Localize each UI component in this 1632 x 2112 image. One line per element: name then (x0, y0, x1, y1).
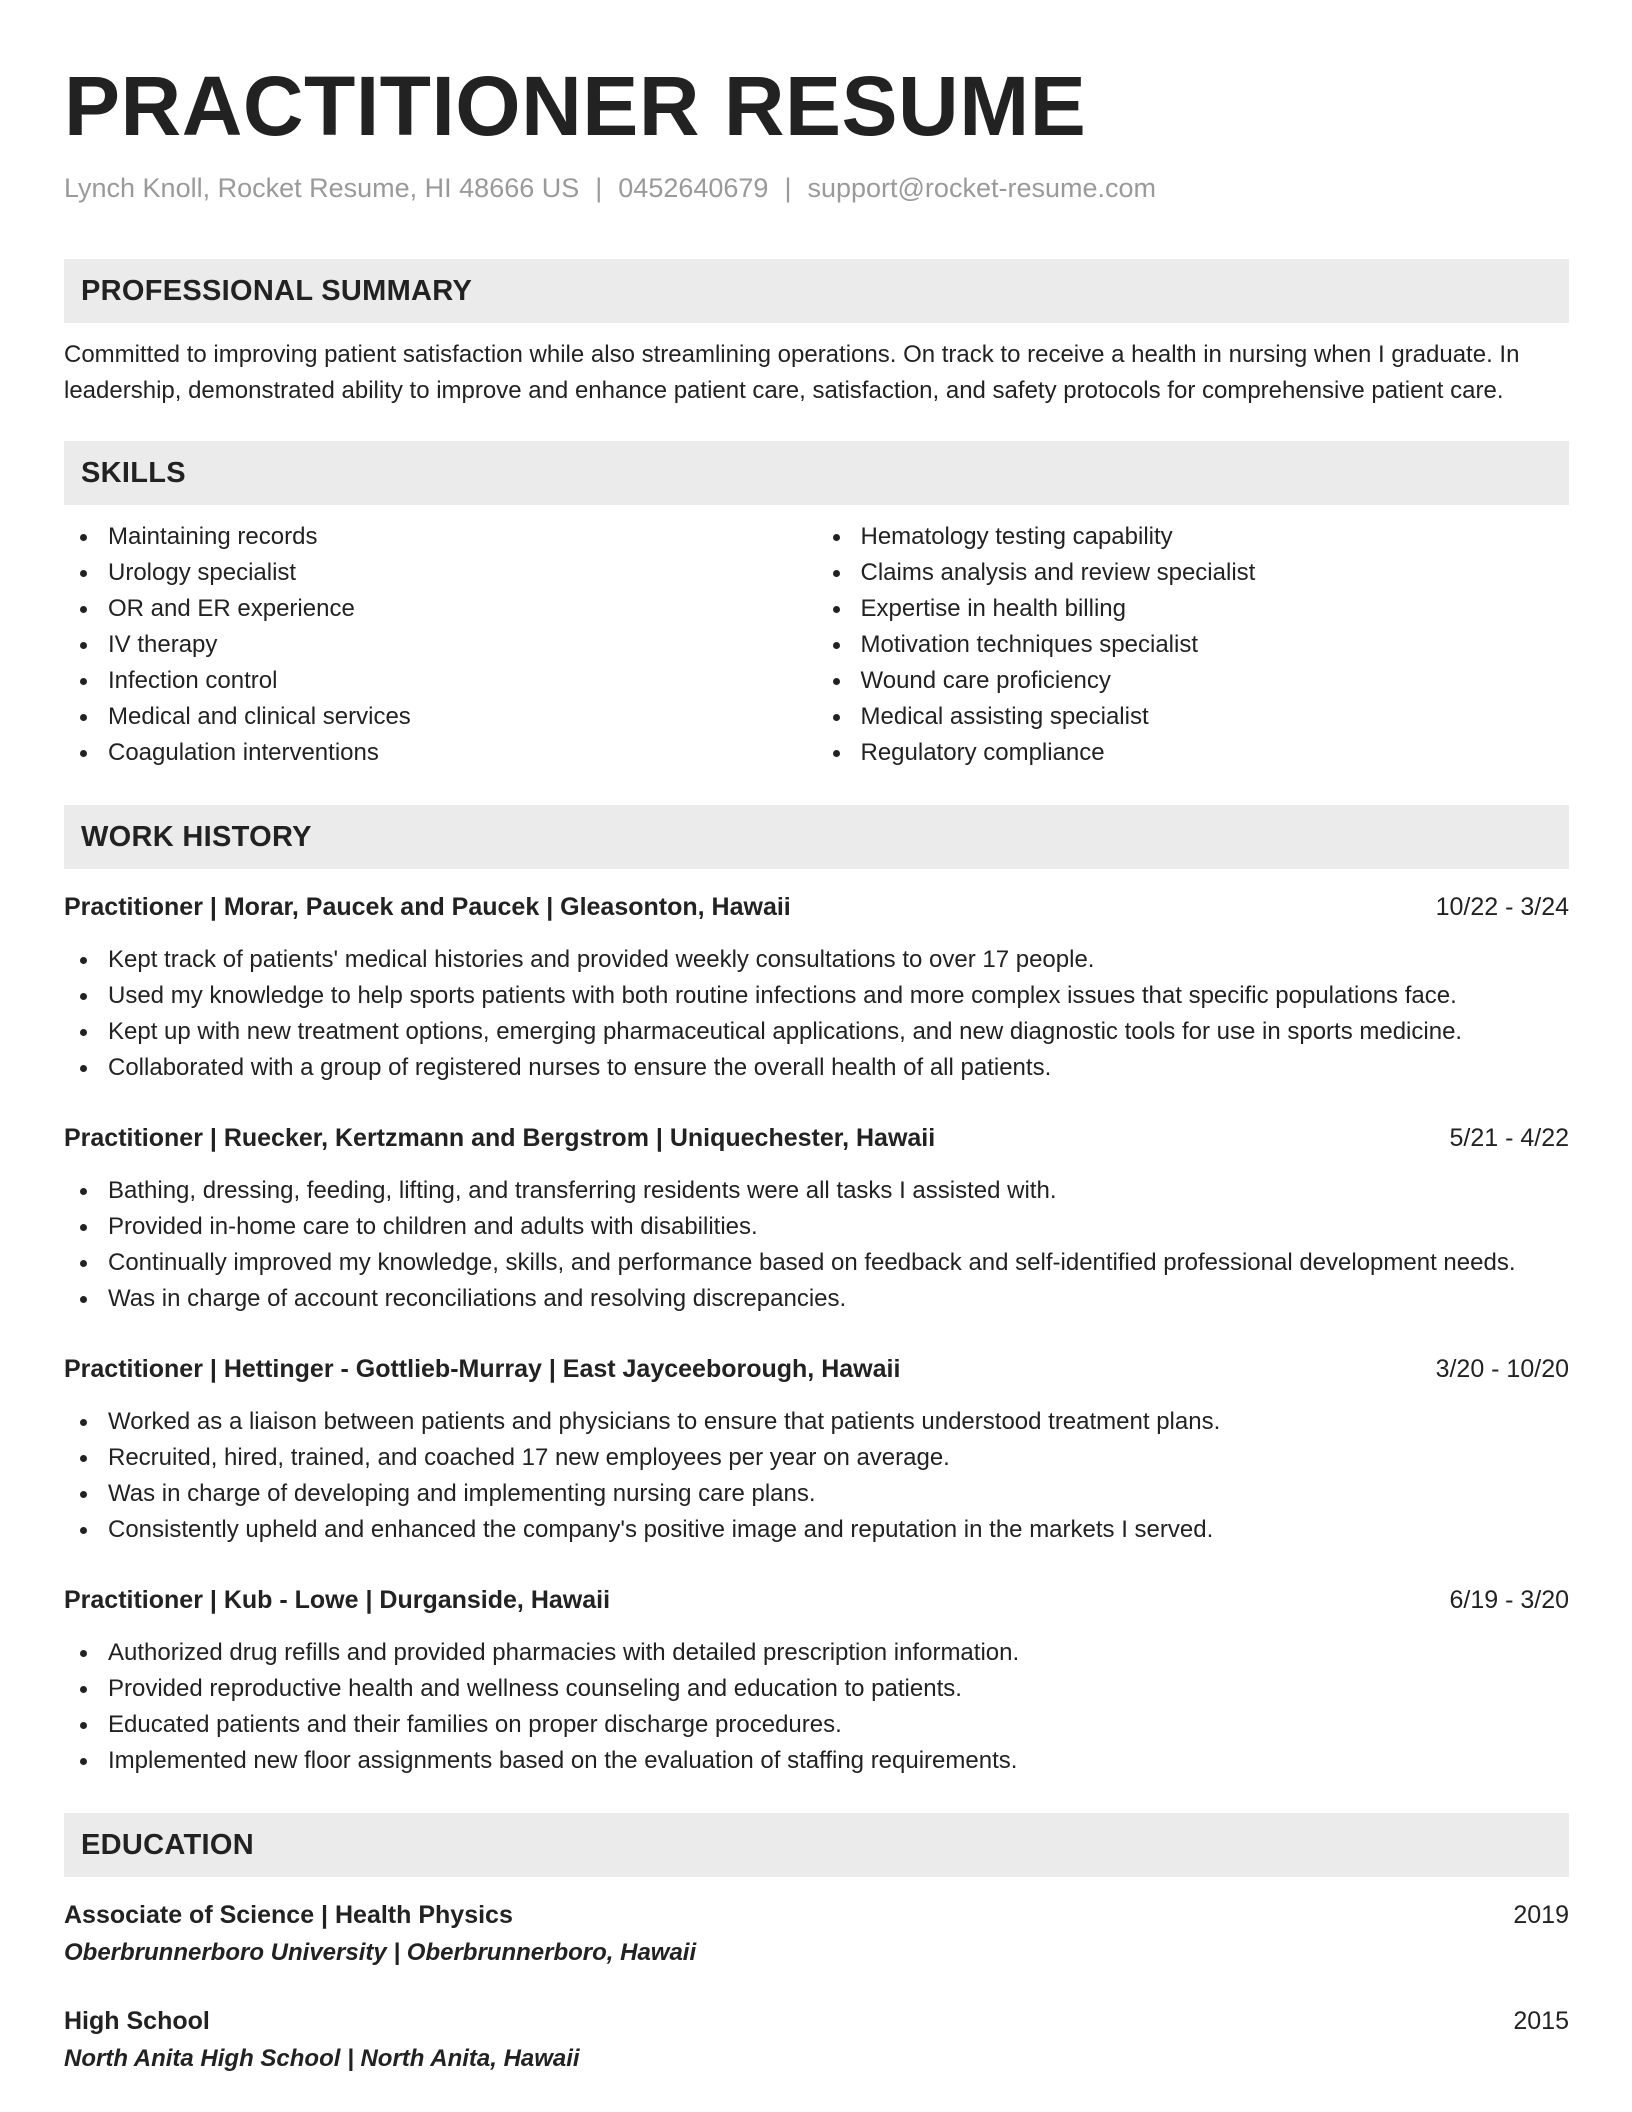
bullet-dot (80, 1491, 87, 1498)
bullet-dot (80, 714, 87, 721)
bullet-dot (80, 1029, 87, 1036)
bullet-dot (80, 1758, 87, 1765)
skill-item (64, 591, 817, 627)
job-bullet-text: Provided reproductive health and wellness counseling and education to patients. (108, 1675, 962, 1702)
section-header-skills (64, 441, 1569, 505)
job-dates: 3/20 - 10/20 (1435, 1355, 1569, 1383)
education-year: 2015 (1513, 2007, 1569, 2035)
job-bullet-text: Kept track of patients' medical histories and provided weekly consultations to over 17 people. (108, 946, 1095, 973)
bullet-dot (833, 534, 840, 541)
skill-item (817, 627, 1570, 663)
job-entry (64, 1351, 1569, 1548)
contact-line (64, 170, 1569, 206)
job-bullet (64, 1671, 1569, 1707)
job-title: Practitioner | Hettinger - Gottlieb-Murray | East Jayceeborough, Hawaii (64, 1355, 901, 1383)
skill-text: Motivation techniques specialist (860, 631, 1199, 658)
job-bullet (64, 1404, 1569, 1440)
job-title: Practitioner | Ruecker, Kertzmann and Bergstrom | Uniquechester, Hawaii (64, 1124, 936, 1152)
job-bullet-text: Worked as a liaison between patients and physicians to ensure that patients understood treatment plans. (108, 1408, 1221, 1435)
job-bullet-text: Provided in-home care to children and adults with disabilities. (108, 1213, 758, 1240)
skill-item (817, 555, 1570, 591)
skills-column-right (817, 519, 1570, 771)
job-bullet-text: Consistently upheld and enhanced the company's positive image and reputation in the markets I served. (108, 1516, 1214, 1543)
job-bullet-text: Kept up with new treatment options, emerging pharmaceutical applications, and new diagnostic tools for use in sports medicine. (108, 1018, 1463, 1045)
section-header-education (64, 1813, 1569, 1877)
job-bullet-text: Educated patients and their families on proper discharge procedures. (108, 1711, 842, 1738)
education-header (64, 2003, 1569, 2039)
skill-text: Medical and clinical services (108, 703, 411, 730)
education-degree: Associate of Science | Health Physics (64, 1901, 513, 1929)
job-entry (64, 1582, 1569, 1779)
job-bullet (64, 1512, 1569, 1548)
job-bullet-text: Used my knowledge to help sports patients with both routine infections and more complex issues that specific populations face. (108, 982, 1457, 1009)
skill-item (817, 591, 1570, 627)
job-title: Practitioner | Morar, Paucek and Paucek | Gleasonton, Hawaii (64, 893, 791, 921)
skill-text: IV therapy (108, 631, 218, 658)
bullet-dot (80, 1650, 87, 1657)
skill-item (64, 735, 817, 771)
job-title: Practitioner | Kub - Lowe | Durganside, Hawaii (64, 1586, 611, 1614)
education-header (64, 1897, 1569, 1933)
skill-text: Infection control (108, 667, 278, 694)
bullet-dot (80, 1260, 87, 1267)
contact-phone: 0452640679 (618, 173, 769, 203)
skill-item (64, 519, 817, 555)
bullet-dot (80, 1296, 87, 1303)
section-header-work-history (64, 805, 1569, 869)
skill-text: Wound care proficiency (860, 667, 1111, 694)
job-dates: 5/21 - 4/22 (1449, 1124, 1569, 1152)
bullet-dot (80, 750, 87, 757)
education-school: North Anita High School | North Anita, Hawaii (64, 2045, 580, 2072)
job-header (64, 889, 1569, 925)
bullet-dot (833, 678, 840, 685)
bullet-dot (80, 570, 87, 577)
contact-email: support@rocket-resume.com (807, 173, 1156, 203)
skill-item (817, 735, 1570, 771)
bullet-dot (833, 606, 840, 613)
bullet-dot (833, 750, 840, 757)
job-bullet (64, 1743, 1569, 1779)
section-title: SKILLS (81, 456, 186, 489)
job-bullets (64, 1635, 1569, 1779)
job-bullet (64, 978, 1569, 1014)
resume-title: PRACTITIONER RESUME (64, 59, 1087, 153)
job-header (64, 1120, 1569, 1156)
contact-separator: | (784, 173, 792, 203)
skill-text: Claims analysis and review specialist (860, 559, 1256, 586)
bullet-dot (833, 714, 840, 721)
bullet-dot (80, 957, 87, 964)
job-entry (64, 1120, 1569, 1317)
contact-address: Lynch Knoll, Rocket Resume, HI 48666 US (64, 173, 580, 203)
skill-item (64, 555, 817, 591)
section-title: PROFESSIONAL SUMMARY (81, 274, 473, 307)
job-bullet (64, 1707, 1569, 1743)
skill-item (817, 699, 1570, 735)
skill-item (817, 519, 1570, 555)
education-entry (64, 2003, 1569, 2077)
skill-text: Medical assisting specialist (860, 703, 1149, 730)
education-year: 2019 (1513, 1901, 1569, 1929)
job-bullet-text: Was in charge of developing and implementing nursing care plans. (108, 1480, 816, 1507)
job-bullets (64, 942, 1569, 1086)
job-bullet (64, 942, 1569, 978)
skill-text: Maintaining records (108, 523, 318, 550)
skill-item (64, 627, 817, 663)
bullet-dot (80, 1722, 87, 1729)
job-bullet (64, 1245, 1569, 1281)
bullet-dot (80, 1188, 87, 1195)
job-bullets (64, 1173, 1569, 1317)
job-entry (64, 889, 1569, 1086)
job-bullet (64, 1281, 1569, 1317)
job-bullet-text: Recruited, hired, trained, and coached 17 new employees per year on average. (108, 1444, 950, 1471)
education-school: Oberbrunnerboro University | Oberbrunnerboro, Hawaii (64, 1939, 697, 1966)
bullet-dot (80, 1686, 87, 1693)
skill-text: Coagulation interventions (108, 739, 379, 766)
bullet-dot (80, 1224, 87, 1231)
skill-text: Expertise in health billing (860, 595, 1126, 622)
job-bullet (64, 1050, 1569, 1086)
summary-text: Committed to improving patient satisfaction while also streamlining operations. On track to receive a health in nursing when I graduate. In leadership, demonstrated ability to improve and enhance patient care, satisfaction, and safety protocols for comprehensive patient care. (64, 341, 1520, 404)
job-bullet-text: Authorized drug refills and provided pharmacies with detailed prescription information. (108, 1639, 1020, 1666)
job-bullets (64, 1404, 1569, 1548)
bullet-dot (80, 1455, 87, 1462)
job-bullet-text: Was in charge of account reconciliations and resolving discrepancies. (108, 1285, 847, 1312)
job-header (64, 1582, 1569, 1618)
job-bullet-text: Continually improved my knowledge, skills, and performance based on feedback and self-identified professional development needs. (108, 1249, 1516, 1276)
job-bullet (64, 1014, 1569, 1050)
education-degree: High School (64, 2007, 210, 2035)
job-bullet (64, 1635, 1569, 1671)
job-bullet (64, 1173, 1569, 1209)
section-header-summary (64, 259, 1569, 323)
job-bullet-text: Bathing, dressing, feeding, lifting, and transferring residents were all tasks I assisted with. (108, 1177, 1057, 1204)
job-bullet-text: Implemented new floor assignments based on the evaluation of staffing requirements. (108, 1747, 1018, 1774)
job-bullet (64, 1476, 1569, 1512)
bullet-dot (80, 1065, 87, 1072)
skill-item (817, 663, 1570, 699)
skill-item (64, 663, 817, 699)
job-dates: 6/19 - 3/20 (1449, 1586, 1569, 1614)
skill-text: OR and ER experience (108, 595, 355, 622)
bullet-dot (80, 642, 87, 649)
bullet-dot (80, 1527, 87, 1534)
education-entry (64, 1897, 1569, 1971)
job-dates: 10/22 - 3/24 (1435, 893, 1569, 921)
bullet-dot (80, 534, 87, 541)
job-bullet (64, 1440, 1569, 1476)
skill-text: Hematology testing capability (860, 523, 1173, 550)
bullet-dot (833, 642, 840, 649)
bullet-dot (80, 1419, 87, 1426)
bullet-dot (80, 678, 87, 685)
section-title: EDUCATION (81, 1828, 254, 1861)
section-title: WORK HISTORY (81, 820, 312, 853)
job-header (64, 1351, 1569, 1387)
skill-text: Urology specialist (108, 559, 297, 586)
skills-column-left (64, 519, 817, 771)
skills-grid (64, 519, 1569, 771)
bullet-dot (80, 993, 87, 1000)
contact-separator: | (595, 173, 603, 203)
job-bullet (64, 1209, 1569, 1245)
skill-text: Regulatory compliance (860, 739, 1105, 766)
skill-item (64, 699, 817, 735)
job-bullet-text: Collaborated with a group of registered nurses to ensure the overall health of all patients. (108, 1054, 1052, 1081)
bullet-dot (80, 606, 87, 613)
bullet-dot (833, 570, 840, 577)
